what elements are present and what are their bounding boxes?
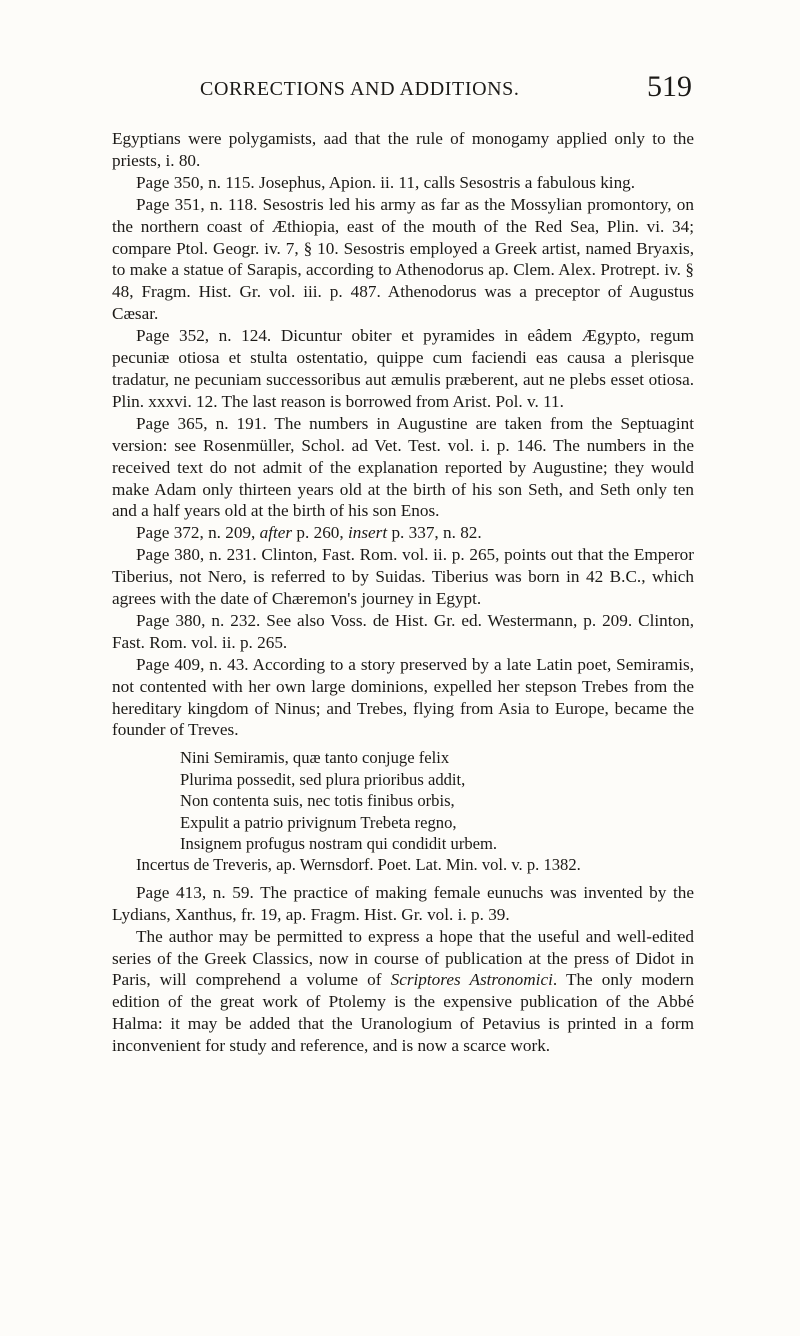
verse-line: Insignem profugus nostram qui condidit urbem.	[180, 834, 498, 853]
paragraph	[112, 654, 694, 742]
text-run: Page 352, n. 124. Dicuntur obiter et pyramides in eâdem Ægypto, regum pecuniæ otiosa et stulta ostentatio, quippe cum faciendi eas causa a plerisque tradatur, ne pecuniam successoribus aut æmulis præberent, aut ne plebs esset otiosa. Plin. xxxvi. 12. The last reason is borrowed from Arist. Pol. v. 11.	[112, 326, 694, 411]
verse-line: Nini Semiramis, quæ tanto conjuge felix	[180, 748, 450, 768]
paragraph	[112, 194, 694, 325]
paragraph	[112, 544, 694, 610]
text-run: Page 350, n. 115. Josephus, Apion. ii. 11, calls Sesostris a fabulous king.	[136, 172, 636, 192]
italic-text: insert	[347, 523, 388, 543]
verse-attribution: Incertus de Treveris, ap. Wernsdorf. Poet. Lat. Min. vol. v. p. 1382.	[136, 855, 581, 875]
verse-line: Plurima possedit, sed plura prioribus addit,	[180, 769, 466, 789]
text-run: p. 260,	[292, 523, 348, 543]
text-run: Egyptians were polygamists, aad that the rule of monogamy applied only to the priests, i. 80.	[112, 129, 694, 170]
text-run: Page 351, n. 118. Sesostris led his army as far as the Mossylian promontory, on the northern coast of Æthiopia, east of the mouth of the Red Sea, Plin. vi. 34; compare Ptol. Geogr. iv. 7, § 10. Sesostris employed a Greek artist, named Bryaxis, to make a statue of Sarapis, according to Athenodorus ap. Clem. Alex. Protrept. iv. § 48, Fragm. Hist. Gr. vol. iii. p. 487. Athenodorus was a preceptor of Augustus Cæsar.	[112, 194, 694, 324]
paragraph	[112, 325, 694, 413]
paragraph	[112, 926, 694, 1057]
text-run: Page 380, n. 232. See also Voss. de Hist. Gr. ed. Westermann, p. 209. Clinton, Fast. Rom. vol. ii. p. 265.	[112, 610, 694, 652]
text-run: Page 372, n. 209,	[136, 523, 260, 543]
text-run: . The only modern edition of the great work of Ptolemy is the expensive publication of the Abbé Halma: it may be added that the Uranologium of Petavius is printed in a form inconvenient for study and reference, and is now a scarce work.	[112, 970, 694, 1056]
paragraph	[112, 522, 694, 544]
latin-verse-quotation	[112, 747, 694, 875]
text-run: Page 380, n. 231. Clinton, Fast. Rom. vol. ii. p. 265, points out that the Emperor Tiberius, not Nero, is referred to by Suidas. Tiberius was born in 42 B.C., which agrees with the date of Chæremon's journey in Egypt.	[112, 545, 694, 609]
paragraph	[112, 172, 694, 194]
paragraph	[112, 610, 694, 654]
page-body	[112, 128, 694, 1057]
italic-text: after	[259, 523, 293, 543]
text-run: Page 409, n. 43. According to a story preserved by a late Latin poet, Semiramis, not contented with her own large dominions, expelled her stepson Trebes from the hereditary kingdom of Ninus; and Trebes, flying from Asia to Europe, became the founder of Treves.	[112, 654, 694, 740]
page-number: 519	[647, 70, 692, 103]
verse-line: Expulit a patrio privignum Trebeta regno,	[180, 812, 457, 832]
verse-line: Non contenta suis, nec totis finibus orbis,	[180, 791, 455, 811]
paragraph	[112, 882, 694, 926]
page-header	[112, 70, 692, 116]
running-head: CORRECTIONS AND ADDITIONS.	[200, 78, 520, 100]
text-run: Page 413, n. 59. The practice of making female eunuchs was invented by the Lydians, Xanthus, fr. 19, ap. Fragm. Hist. Gr. vol. i. p. 39.	[112, 882, 694, 924]
text-run: p. 337, n. 82.	[387, 523, 482, 543]
text-run: Page 365, n. 191. The numbers in Augustine are taken from the Septuagint version: see Rosenmüller, Schol. ad Vet. Test. vol. i. p. 146. The numbers in the received text do not admit of the explanation reported by Augustine; they would make Adam only thirteen years old at the birth of his son Seth, and Seth only ten and a half years old at the birth of his son Enos.	[112, 413, 694, 521]
italic-text: Scriptores Astronomici	[390, 970, 553, 990]
paragraph	[112, 128, 694, 172]
paragraph	[112, 413, 694, 523]
text-run: The author may be permitted to express a hope that the useful and well-edited series of the Greek Classics, now in course of publication at the press of Didot in Paris, will comprehend a volume of	[112, 926, 694, 990]
